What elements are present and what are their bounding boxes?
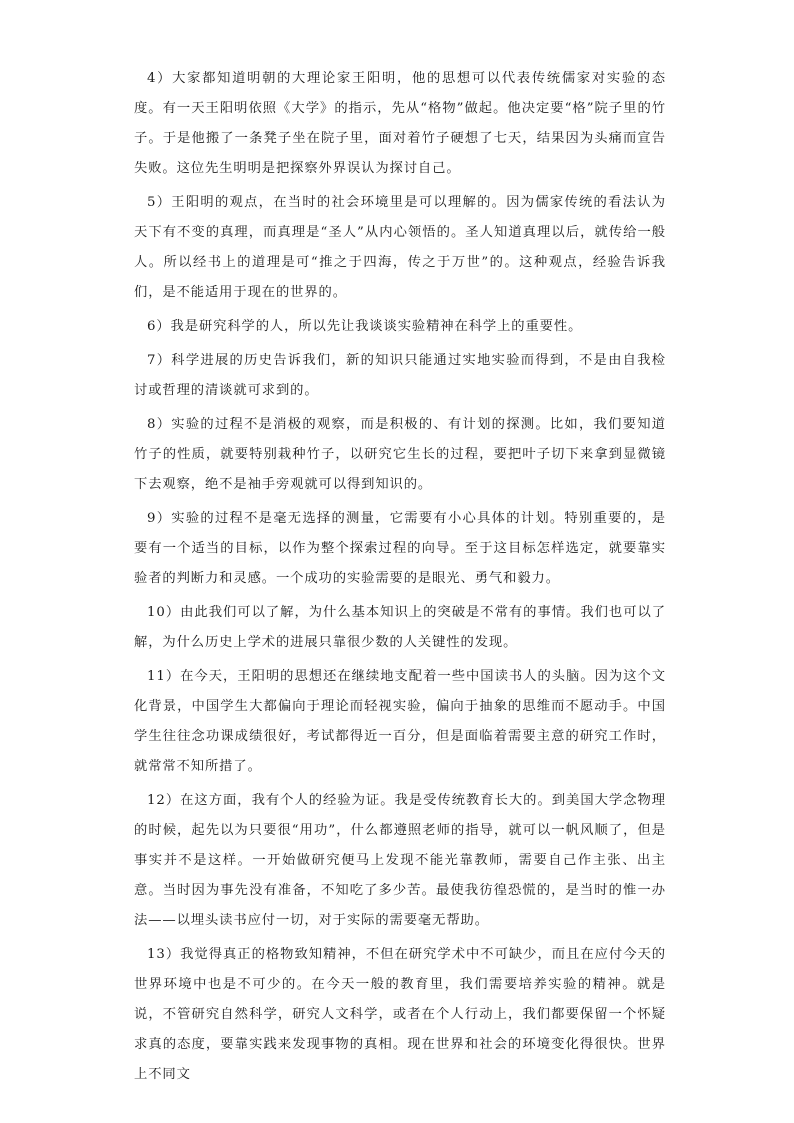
paragraph-8: 8）实验的过程不是消极的观察，而是积极的、有计划的探测。比如，我们要知道竹子的性质，就要特别栽种竹子，以研究它生长的过程，要把叶子切下来拿到显微镜下去观察，绝不是袖手旁观就可以得到知识的。: [134, 417, 666, 492]
document-page: [134, 64, 666, 1094]
paragraph-7: 7）科学进展的历史告诉我们，新的知识只能通过实地实验而得到，不是由自我检讨或哲理的清谈就可求到的。: [134, 353, 666, 398]
paragraph-12: 12）在这方面，我有个人的经验为证。我是受传统教育长大的。到美国大学念物理的时候，起先以为只要很“用功”，什么都遵照老师的指导，就可以一帆风顺了，但是事实并不是这样。一开始做研究便马上发现不能光靠教师，需要自己作主张、出主意。当时因为事先没有准备，不知吃了多少苦。最使我彷徨恐慌的，是当时的惟一办法——以埋头读书应付一切，对于实际的需要毫无帮助。: [134, 793, 666, 928]
paragraph-9: 9）实验的过程不是毫无选择的测量，它需要有小心具体的计划。特别重要的，是要有一个适当的目标，以作为整个探索过程的向导。至于这目标怎样选定，就要靠实验者的判断力和灵感。一个成功的实验需要的是眼光、勇气和毅力。: [134, 511, 666, 586]
paragraph-10: 10）由此我们可以了解，为什么基本知识上的突破是不常有的事情。我们也可以了解，为什么历史上学术的进展只靠很少数的人关键性的发现。: [134, 605, 666, 650]
paragraph-5: 5）王阳明的观点，在当时的社会环境里是可以理解的。因为儒家传统的看法认为天下有不变的真理，而真理是“圣人”从内心领悟的。圣人知道真理以后，就传给一般人。所以经书上的道理是可“推之于四海，传之于万世”的。这种观点，经验告诉我们，是不能适用于现在的世界的。: [134, 195, 666, 300]
paragraph-4: 4）大家都知道明朝的大理论家王阳明，他的思想可以代表传统儒家对实验的态度。有一天王阳明依照《大学》的指示，先从“格物”做起。他决定要“格”院子里的竹子。于是他搬了一条凳子坐在院子里，面对着竹子硬想了七天，结果因为头痛而宣告失败。这位先生明明是把探察外界误认为探讨自己。: [134, 71, 666, 176]
paragraph-13: 13）我觉得真正的格物致知精神，不但在研究学术中不可缺少，而且在应付今天的世界环境中也是不可少的。在今天一般的教育里，我们需要培养实验的精神。就是说，不管研究自然科学，研究人文科学，或者在个人行动上，我们都要保留一个怀疑求真的态度，要靠实践来发现事物的真相。现在世界和社会的环境变化得很快。世界上不同文: [134, 947, 666, 1082]
paragraph-11: 11）在今天，王阳明的思想还在继续地支配着一些中国读书人的头脑。因为这个文化背景，中国学生大都偏向于理论而轻视实验，偏向于抽象的思维而不愿动手。中国学生往往念功课成绩很好，考试都得近一百分，但是面临着需要主意的研究工作时，就常常不知所措了。: [134, 669, 666, 774]
paragraph-6: 6）我是研究科学的人，所以先让我谈谈实验精神在科学上的重要性。: [147, 319, 583, 334]
